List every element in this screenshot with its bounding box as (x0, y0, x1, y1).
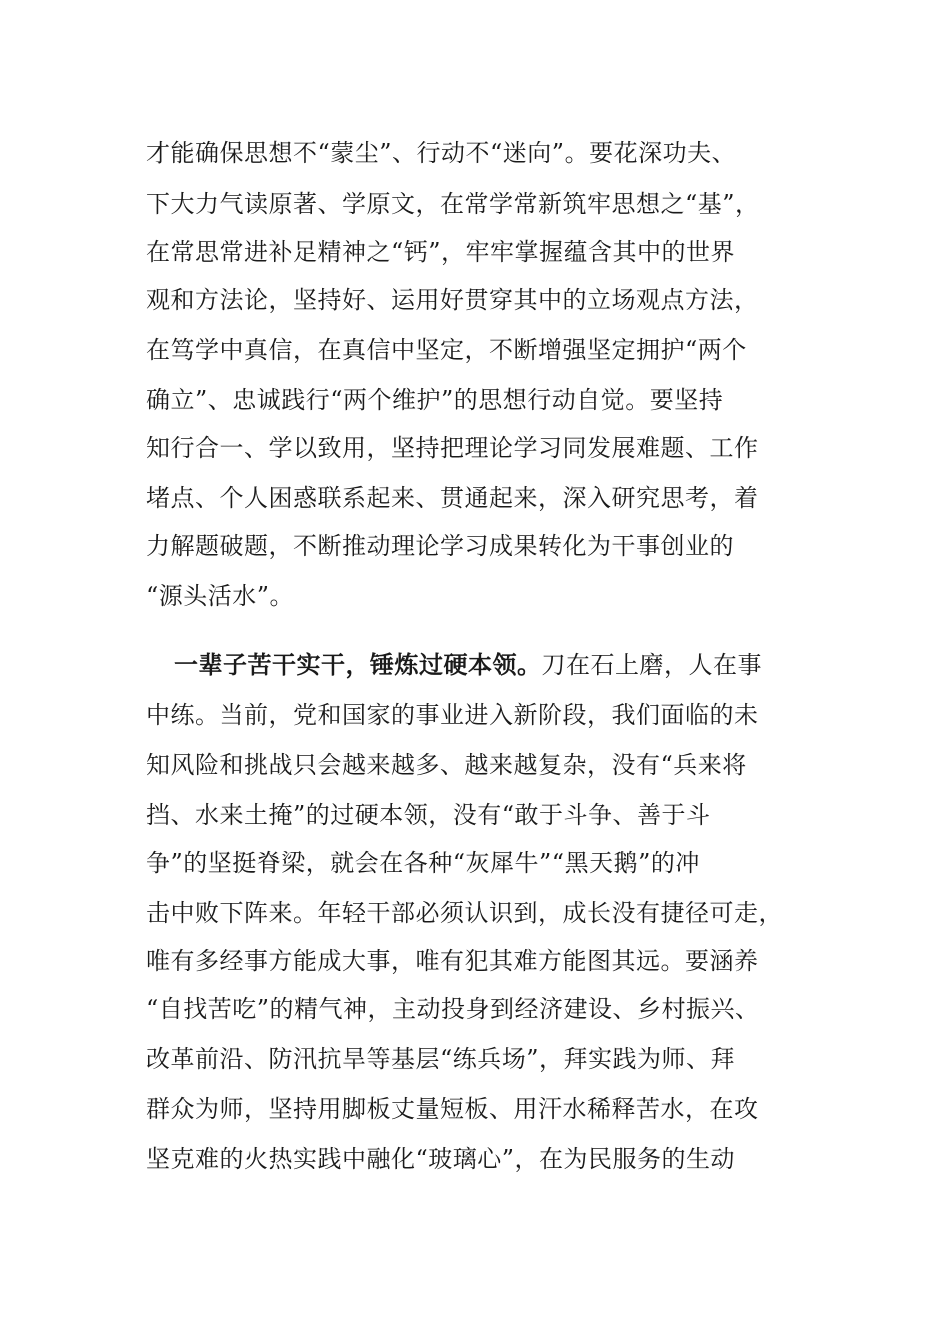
text-line: “自找苦吃”的精气神，主动投身到经济建设、乡村振兴、 (146, 995, 760, 1023)
text-line: 坚克难的火热实践中融化“玻璃心”，在为民服务的生动 (146, 1145, 736, 1173)
text-line: 唯有多经事方能成大事，唯有犯其难方能图其远。要涵养 (146, 947, 759, 975)
heading-line-rest: 刀在石上磨，人在事 (541, 651, 762, 679)
text-line: 中练。当前，党和国家的事业进入新阶段，我们面临的未 (146, 701, 759, 729)
text-line (174, 645, 762, 685)
text-line: 知风险和挑战只会越来越多、越来越复杂，没有“兵来将 (146, 751, 747, 779)
text-line: 挡、水来土掩”的过硬本领，没有“敢于斗争、善于斗 (146, 801, 711, 829)
text-line: 在常思常进补足精神之“钙”，牢牢掌握蕴含其中的世界 (146, 238, 736, 266)
text-line: 改革前沿、防汛抗旱等基层“练兵场”，拜实践为师、拜 (146, 1045, 736, 1073)
text-line: 知行合一、学以致用，坚持把理论学习同发展难题、工作 (146, 434, 759, 462)
text-line: 堵点、个人困惑联系起来、贯通起来，深入研究思考，着 (146, 484, 759, 512)
text-line: “源头活水”。 (146, 582, 295, 610)
text-line: 力解题破题，不断推动理论学习成果转化为干事创业的 (146, 532, 734, 560)
text-line: 下大力气读原著、学原文，在常学常新筑牢思想之“基”， (146, 190, 760, 218)
text-line: 击中败下阵来。年轻干部必须认识到，成长没有捷径可走， (146, 899, 783, 927)
paragraph-heading: 一辈子苦干实干，锤炼过硬本领。 (174, 651, 542, 679)
text-line: 才能确保思想不“蒙尘”、行动不“迷向”。要花深功夫、 (146, 139, 737, 167)
text-line: 观和方法论，坚持好、运用好贯穿其中的立场观点方法， (146, 286, 759, 314)
text-line: 争”的坚挺脊梁，就会在各种“灰犀牛”“黑天鹅”的冲 (146, 849, 700, 877)
text-line: 群众为师，坚持用脚板丈量短板、用汗水稀释苦水，在攻 (146, 1095, 759, 1123)
text-line: 确立”、忠诚践行“两个维护”的思想行动自觉。要坚持 (146, 386, 724, 414)
text-line: 在笃学中真信，在真信中坚定，不断增强坚定拥护“两个 (146, 336, 747, 364)
